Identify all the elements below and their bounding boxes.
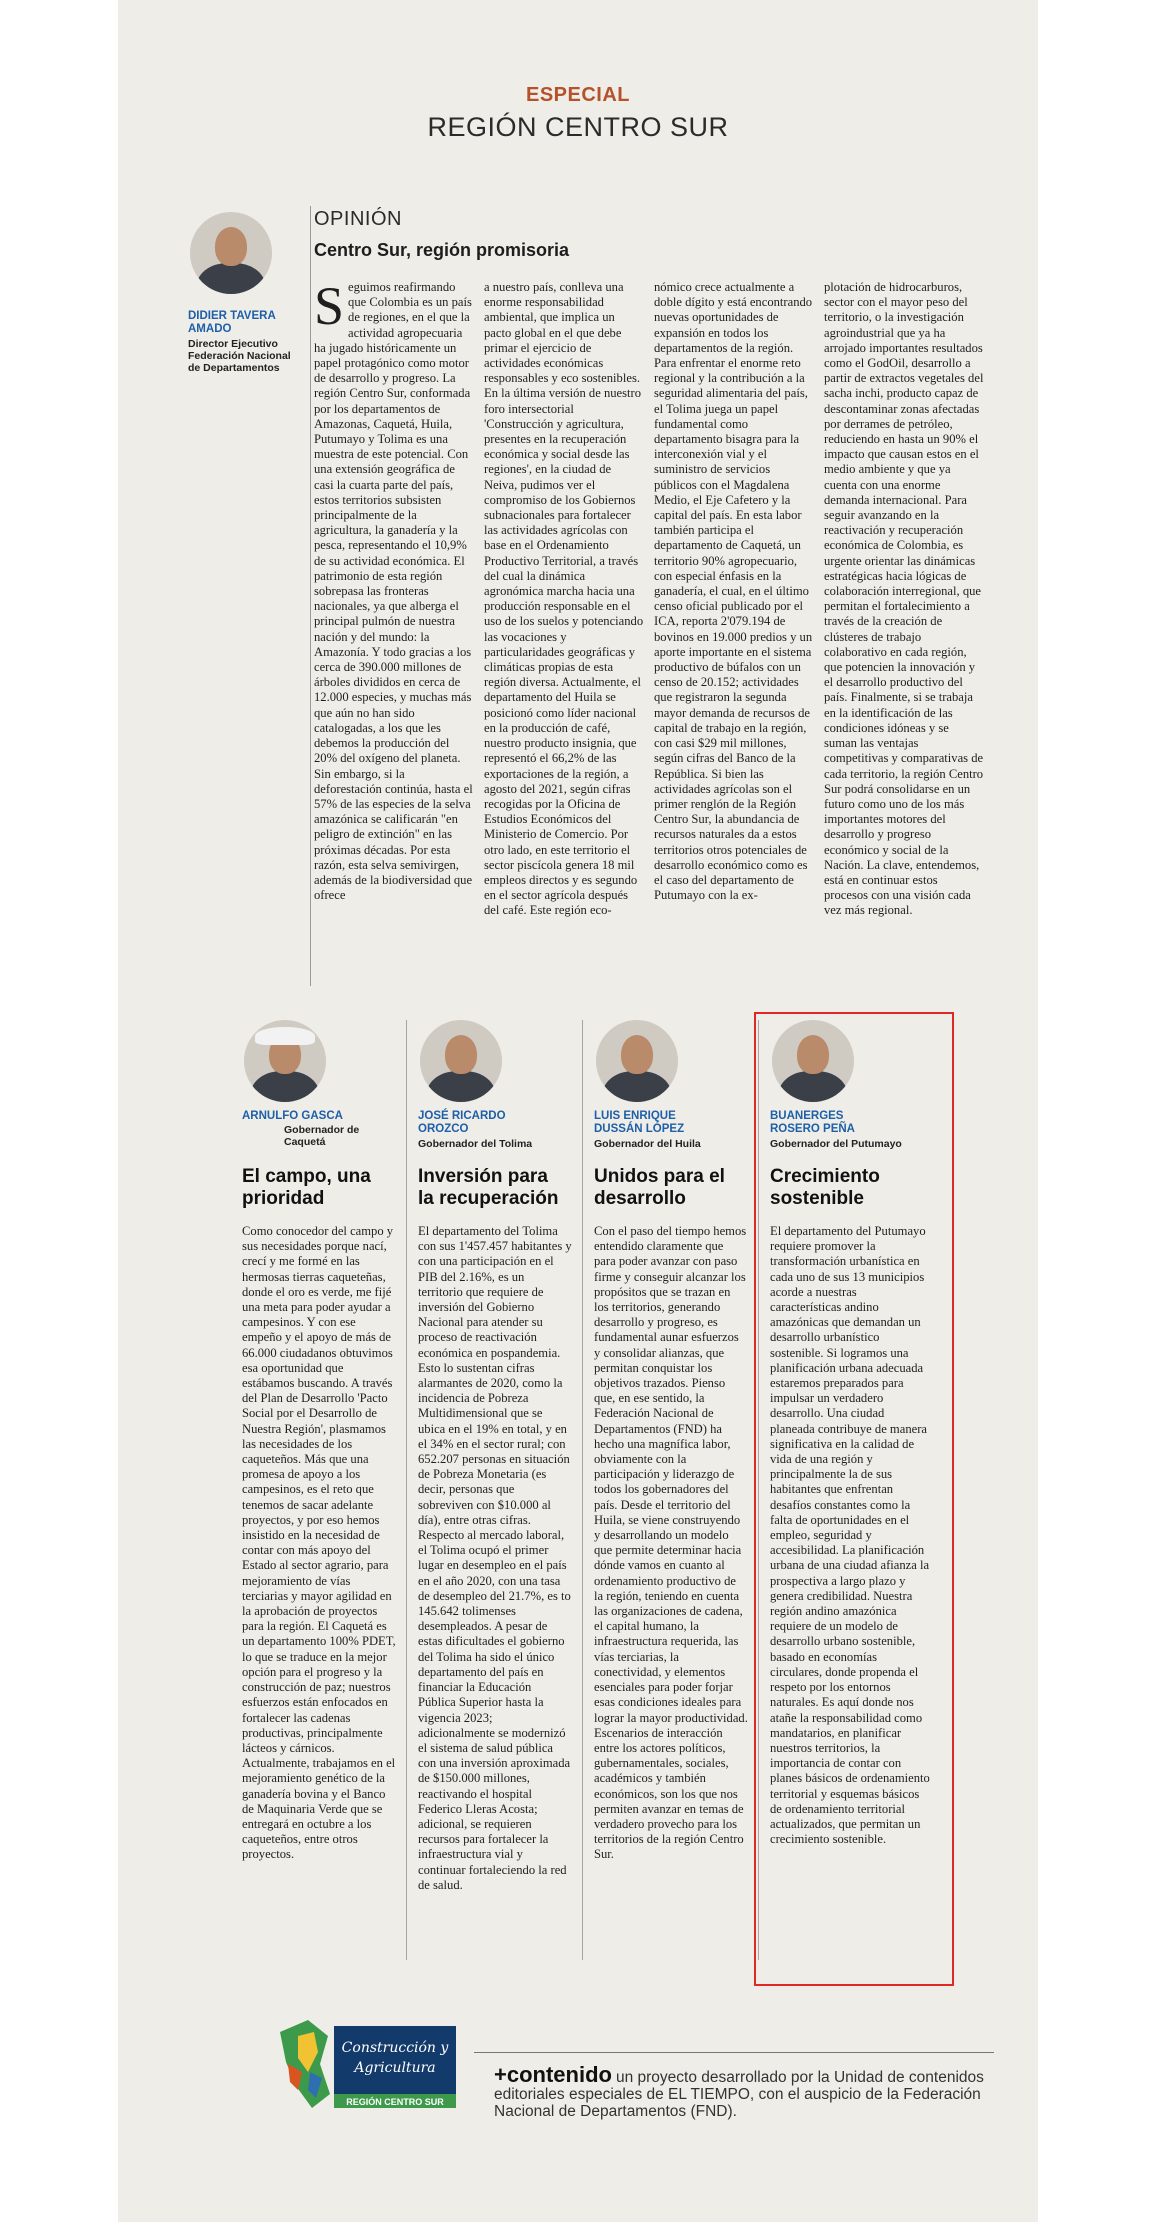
governor-portrait [420, 1020, 502, 1102]
opinion-column-1 [314, 280, 474, 986]
card-headline: Unidos para el desarrollo [594, 1166, 725, 1209]
governor-role: Gobernador del Huila [594, 1138, 701, 1150]
opinion-column-3 [654, 280, 814, 986]
governor-name: ARNULFO GASCA [242, 1110, 343, 1122]
footer-credit [494, 2062, 1014, 2120]
card-headline: Inversión para la recuperación [418, 1166, 559, 1209]
opinion-text-3: nómico crece actualmente a doble dígito y está encontrando nuevas oportunidades de expansión en todos los departamentos de la región. Para enfrentar el enorme reto regional y la contribución a la seguridad alimentaria del país, el Tolima juega un papel fundamental como departamento bisagra para la interconexión vial y el suministro de servicios públicos con el Magdalena Medio, el Eje Cafetero y la capital del país. En esta labor también participa el departamento de Caquetá, un territorio 90% agropecuario, con especial énfasis en la ganadería, el cual, en el último censo oficial publicado por el ICA, reporta 2'079.194 de bovinos en 19.000 predios y un aporte importante en el sistema productivo de búfalos con un censo de 20.152; actividades que registraron la segunda mayor demanda de recursos de capital de trabajo en la región, con casi $29 mil millones, según cifras del Banco de la República. Si bien las actividades agrícolas son el primer renglón de la Región Centro Sur, la abundancia de recursos naturales da a estos territorios otros potenciales de desarrollo económico como es el caso del departamento de Putumayo con la ex- [654, 280, 813, 903]
footer-description: un proyecto desarrollado por la Unidad de contenidos editoriales especiales de EL TIEMPO, con el auspicio de la Federación Nacional de Departamentos (FND). [494, 2069, 984, 2120]
opinion-text-2: a nuestro país, conlleva una enorme responsabilidad ambiental, que implica un pacto global en el que debe primar el ejercicio de actividades económicas responsables y eco sostenibles. En la última versión de nuestro foro intersectorial 'Construcción y agricultura, presentes en la recuperación económica y social desde las regiones', en la ciudad de Neiva, pudimos ver el compromiso de los Gobiernos subnacionales para fortalecer las actividades agrícolas con base en el Ordenamiento Productivo Territorial, a través del cual la dinámica agronómica marcha hacia una producción responsable en el uso de los suelos y potenciando las vocaciones y particularidades geográficas y climáticas propias de esta región diversa. Actualmente, el departamento del Huila se posicionó como líder nacional en la producción de café, nuestro producto insignia, que representó el 66,2% de las exportaciones de la región, a agosto del 2021, según cifras recogidas por la Oficina de Estudios Económicos del Ministerio de Comercio. Por otro lado, en este territorio el sector piscícola genera 18 mil empleos directos y es segundo en el sector agrícola después del café. Este región eco- [484, 280, 644, 918]
card-body: El departamento del Tolima con sus 1'457.457 habitantes y con una participación en el PIB del 2.16%, es un territorio que requiere de inversión del Gobierno Nacional para atender su proceso de reactivación económica en pospandemia. Esto lo sustentan cifras alarmantes de 2020, como la incidencia de Pobreza Multidimensional que se ubica en el 19% en total, y en el 34% en el sector rural; con 652.207 personas en situación de Pobreza Monetaria (es decir, personas que sobreviven con $10.000 al día), entre otras cifras. Respecto al mercado laboral, el Tolima ocupó el primer lugar en desempleo en el país en el año 2020, con una tasa de desempleo del 21.7%, es to 145.642 tolimenses desempleados. A pesar de estas dificultades el gobierno del Tolima ha sido el único departamento del país en financiar la Educación Pública Superior hasta la vigencia 2023; adicionalmente se modernizó el sistema de salud pública con una inversión aproximada de $150.000 millones, reactivando el hospital Federico Lleras Acosta; adicional, se requieren recursos para fortalecer la infraestructura vial y continuar fortaleciendo la red de salud. [418, 1224, 572, 1892]
governor-role: Gobernador de Caquetá [284, 1124, 360, 1148]
opinion-text-4: plotación de hidrocarburos, sector con el mayor peso del territorio, o la investigación agroindustrial que ya ha arrojado importantes resultados como el GodOil, desarrollo a partir de extractos vegetales del sacha inchi, producto capaz de descontaminar zonas afectadas por derrames de petróleo, reduciendo en hasta un 90% el impacto que causan estos en el medio ambiente y que ya cuenta con una enorme demanda internacional. Para seguir avanzando en la reactivación y recuperación económica de Colombia, es urgente orientar las dinámicas estratégicas hacia lógicas de colaboración interregional, que permitan el fortalecimiento a través de la creación de clústeres de trabajo colaborativo en cada región, que potencien la innovación y el desarrollo productivo del país. Finalmente, si se trabaja en la identificación de las condiciones idóneas y se suman las ventajas competitivas y comparativas de cada territorio, la región Centro Sur podrá consolidarse en un futuro como uno de los más importantes motores del desarrollo y progreso económico y social de la Nación. La clave, entendemos, está en continuar estos procesos con una visión cada vez más regional. [824, 280, 984, 918]
opinion-column-4 [824, 280, 984, 986]
logo-line-3: REGIÓN CENTRO SUR [346, 2097, 444, 2107]
opinion-label: OPINIÓN [314, 208, 402, 230]
card-body: Como conocedor del campo y sus necesidades porque nací, crecí y me formé en las hermosas tierras caqueteñas, donde el oro es verde, me fijé una meta para poder ayudar a campesinos. Y con ese empeño y el apoyo de más de 66.000 ciudadanos obtuvimos esa oportunidad que estábamos buscando. A través del Plan de Desarrollo 'Pacto Social por el Desarrollo de Nuestra Región', plasmamos las necesidades de los caqueteños. Más que una promesa de apoyo a los campesinos, es el reto que tenemos de sacar adelante proyectos, y por eso hemos insistido en la necesidad de contar con más apoyo del Estado al sector agrario, para mejoramiento de vías terciarias y mayor agilidad en la aprobación de proyectos para la región. El Caquetá es un departamento 100% PDET, lo que se traduce en la mejor opción para el progreso y la construcción de paz; nuestros esfuerzos están enfocados en fortalecer las cadenas productivas, principalmente lácteos y cárnicos. Actualmente, trabajamos en el mejoramiento genético de la ganadería bovina y el Banco de Maquinaria Verde que se entregará en octubre a los caqueteños, entre otros proyectos. [242, 1224, 396, 1862]
opinion-text-1: eguimos reafirmando que Colombia es un país de regiones, en el que la actividad agropecuaria ha jugado históricamente un papel protagónico como motor de desarrollo y progreso. La región Centro Sur, conformada por los departamentos de Amazonas, Caquetá, Huila, Putumayo y Tolima es una muestra de este potencial. Con una extensión geográfica de casi la cuarta parte del país, estos territorios subsisten principalmente de la agricultura, la ganadería y la pesca, representando el 10,9% de su actividad económica. El patrimonio de esta región sobrepasa las fronteras nacionales, ya que alberga el principal pulmón de nuestra nación y del mundo: la Amazonía. Y todo gracias a los cerca de 390.000 millones de árboles divididos en cerca de 12.000 especies, y muchas más que aún no han sido catalogadas, a los que les debemos la producción del 20% del oxígeno del planeta. Sin embargo, si la deforestación continúa, hasta el 57% de las especies de la selva amazónica se calificarán "en peligro de extinción" en las próximas décadas. Por esta razón, esta selva semivirgen, además de la biodiversidad que ofrece [314, 280, 473, 903]
card-headline: El campo, una prioridad [242, 1166, 371, 1209]
governor-portrait [244, 1020, 326, 1102]
card-body: El departamento del Putumayo requiere promover la transformación urbanística en cada uno de sus 13 municipios acorde a nuestras características andino amazónicas que demandan un desarrollo urbanístico sostenible. Si logramos una planificación urbana adecuada estaremos preparados para impulsar un verdadero desarrollo. Una ciudad planeada contribuye de manera significativa en la calidad de vida de una región y principalmente la de sus habitantes que enfrentan desafíos constantes como la falta de oportunidades en el empleo, seguridad y accesibilidad. La planificación urbana de una ciudad afianza la prospectiva a largo plazo y genera credibilidad. Nuestra región andino amazónica requiere de un modelo de desarrollo urbano sostenible, basado en economías circulares, donde propenda el respeto por los entornos naturales. Es aquí donde nos atañe la responsabilidad como mandatarios, en planificar nuestros territorios, la importancia de contar con planes básicos de ordenamiento territorial y esquemas básicos de ordenamiento territorial actualizados, que permitan un crecimiento sostenible. [770, 1224, 930, 1847]
card-divider [582, 1020, 583, 1960]
governor-name: BUANERGES ROSERO PEÑA [770, 1110, 855, 1135]
governor-name: JOSÉ RICARDO OROZCO [418, 1110, 506, 1135]
highlight-box [754, 1012, 954, 1986]
drop-cap: S [314, 280, 345, 336]
newspaper-page [118, 0, 1038, 2222]
author-role: Director Ejecutivo Federación Nacional de Departamentos [188, 338, 291, 374]
author-portrait [190, 212, 272, 294]
left-margin [0, 0, 118, 2222]
card-divider [406, 1020, 407, 1960]
governor-role: Gobernador del Putumayo [770, 1138, 902, 1150]
card-body: Con el paso del tiempo hemos entendido claramente que para poder avanzar con paso firme y conseguir alcanzar los propósitos que se trazan en los territorios, generando desarrollo y progreso, es fundamental aunar esfuerzos y consolidar alianzas, que permitan conquistar los objetivos trazados. Pienso que, en ese sentido, la Federación Nacional de Departamentos (FND) ha hecho una magnífica labor, obviamente con la participación y liderazgo de todos los gobernadores del país. Desde el territorio del Huila, se viene construyendo y desarrollando un modelo que permite determinar hacia dónde vamos en cuanto al ordenamiento productivo de la región, teniendo en cuenta las organizaciones de cadena, el capital humano, la infraestructura requerida, las vías terciarias, la conectividad, y elementos esenciales para poder forjar esas condiciones ideales para lograr la mayor productividad. Escenarios de interacción entre los actores políticos, gubernamentales, sociales, académicos y también económicos, son los que nos permiten avanzar en temas de verdadero provecho para los territorios de la región Centro Sur. [594, 1224, 748, 1862]
section-kicker: ESPECIAL [525, 84, 631, 106]
opinion-column-2 [484, 280, 644, 986]
logo-line-2: Agricultura [354, 2060, 436, 2076]
governor-name: LUIS ENRIQUE DUSSÁN LÓPEZ [594, 1110, 685, 1135]
construccion-agricultura-logo [268, 2002, 458, 2114]
right-margin [1038, 0, 1160, 2222]
opinion-divider [310, 206, 311, 986]
author-name: DIDIER TAVERA AMADO [188, 310, 276, 335]
logo-line-1: Construcción y [341, 2040, 449, 2056]
card-headline: Crecimiento sostenible [770, 1166, 880, 1209]
governor-portrait [596, 1020, 678, 1102]
footer-brand: +contenido [494, 2062, 612, 2087]
opinion-headline: Centro Sur, región promisoria [314, 240, 570, 260]
governor-role: Gobernador del Tolima [418, 1138, 533, 1150]
section-title: REGIÓN CENTRO SUR [427, 112, 729, 142]
footer-divider [474, 2052, 994, 2053]
